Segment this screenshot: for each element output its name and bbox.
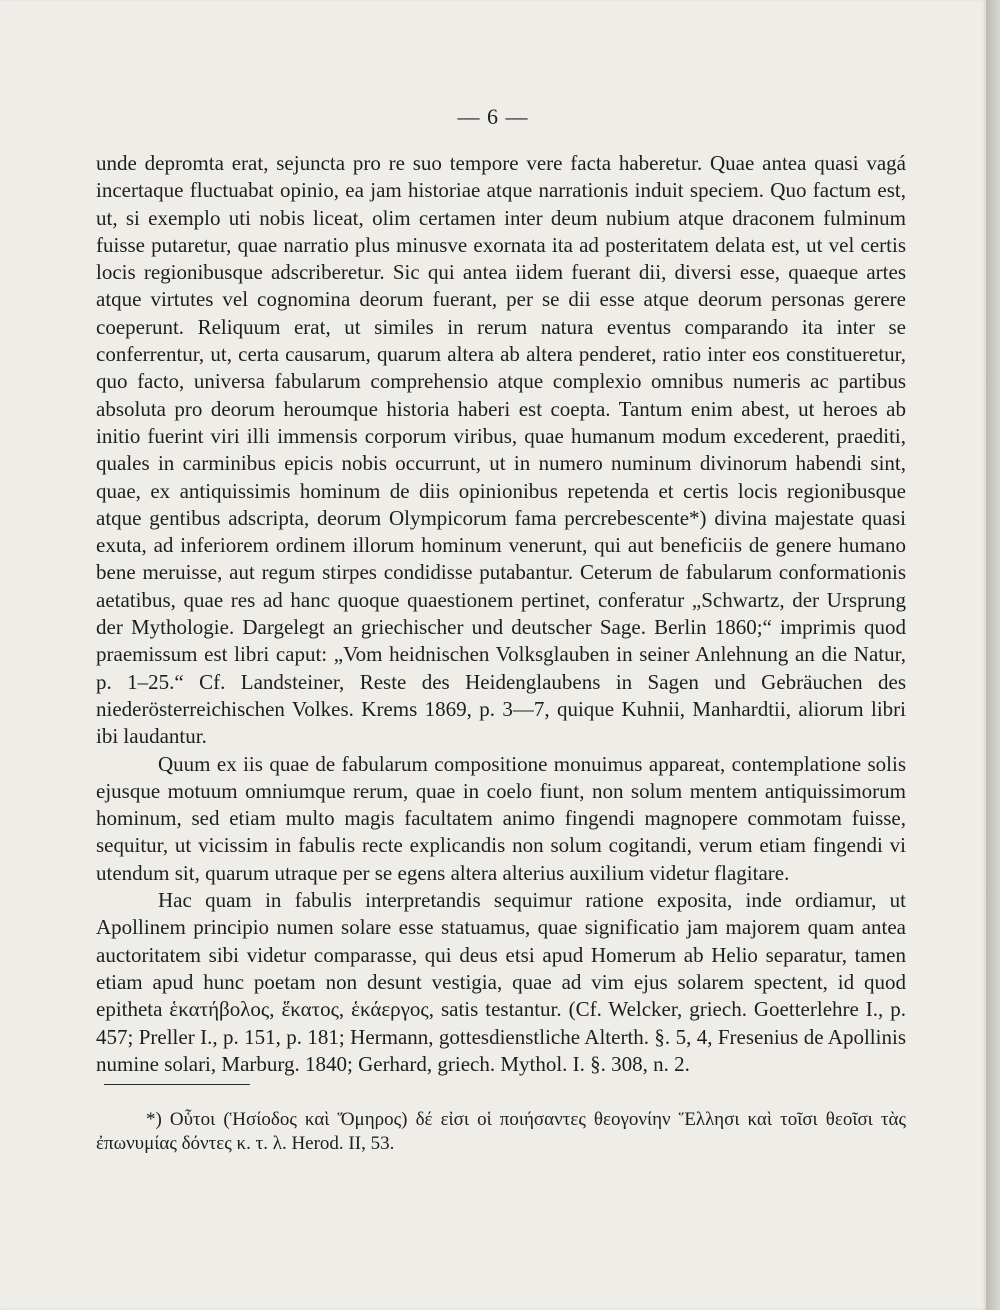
footnote: *) Οὗτοι (Ἡσίοδος καὶ Ὅμηρος) δέ εἰσι οἱ ποιήσαντες θεογονίην Ἕλλησι καὶ τοῖσι θεοῖσι τὰς ἐπωνυμίας δόντες κ. τ. λ. Herod. II, 53.: [96, 1109, 906, 1154]
body-text: [96, 150, 906, 1078]
paragraph-3: Hac quam in fabulis interpretandis sequimur ratione exposita, inde ordiamur, ut Apollinem principio numen solare esse statuamus, quae significatio jam majorem quam antea auctoritatem sibi videtur comparasse, qui deus etsi apud Homerum ab Helio separatur, tamen etiam apud hunc poetam non desunt vestigia, quae ad vim ejus solarem spectent, id quod epitheta ἑκατήβολος, ἕκατος, ἑκάεργος, satis testantur. (Cf. Welcker, griech. Goetterlehre I., p. 457; Preller I., p. 151, p. 181; Hermann, gottesdienstliche Alterth. §. 5, 4, Fresenius de Apollinis numine solari, Marburg. 1840; Gerhard, griech. Mythol. I. §. 308, n. 2.: [96, 888, 906, 1076]
paragraph-1: unde depromta erat, sejuncta pro re suo tempore vere facta haberetur. Quae antea quasi vagá incertaque fluctuabat opinio, ea jam historiae atque narrationis induit speciem. Quo factum est, ut, si exemplo uti nobis liceat, olim certamen inter deum nubium atque draconem fulminum fuisse putaretur, quae narratio plus minusve exornata ita ad posteritatem delata est, ut vel certis locis regionibusque adscriberetur. Sic qui antea iidem fuerant dii, diversi esse, quaeque artes atque virtutes vel cognomina deorum fuerant, per se dii esse atque deorum personas gerere coeperunt. Reliquum erat, ut similes in rerum natura eventus comparando ita inter se conferrentur, ut, certa causarum, quarum altera ab altera penderet, ratio inter eos constitueretur, quo facto, universa fabularum comprehensio atque complexio omnibus numeris ac partibus absoluta pro deorum heroumque historia haberi est coepta. Tantum enim abest, ut heroes ab initio fuerint viri illi immensis corporum viribus, quae humanum modum excederent, praediti, quales in carminibus epicis nobis occurrunt, ut in numero numinum divinorum habendi sint, quae, ex antiquissimis hominum de diis opinionibus repetenda et certis locis regionibusque atque gentibus adscripta, deorum Olympicorum fama percrebescente*) divina majestate quasi exuta, ad inferiorem ordinem illorum hominum venerunt, qui aut beneficiis de genere humano bene meruisse, aut regum stirpes condidisse putabantur. Ceterum de fabularum conformationis aetatibus, quae res ad hanc quoque quaestionem pertinet, conferatur „Schwartz, der Ursprung der Mythologie. Dargelegt an griechischer und deutscher Sage. Berlin 1860;“ imprimis quod praemissum est libri caput: „Vom heidnischen Volksglauben in seiner Anlehnung an die Natur, p. 1–25.“ Cf. Landsteiner, Reste des Heidenglaubens in Sagen und Gebräuchen des niederösterreichischen Volkes. Krems 1869, p. 3—7, quique Kuhnii, Manhardtii, aliorum libri ibi laudantur.: [96, 151, 906, 749]
footnote-divider: [104, 1084, 250, 1085]
page-edge: [986, 0, 1000, 1310]
page-number: — 6 —: [457, 104, 529, 129]
paragraph-2: Quum ex iis quae de fabularum compositione monuimus appareat, contemplatione solis ejusque motuum omniumque rerum, quae in coelo fiunt, non solum mentem antiquissimorum hominum, sed etiam multo magis facultatem animo fingendi magnopere commotam fuisse, sequitur, ut vicissim in fabulis recte explicandis non solum cogitandi, verum etiam fingendi vi utendum sit, quarum utraque per se egens altera alterius auxilium videtur flagitare.: [96, 751, 906, 885]
